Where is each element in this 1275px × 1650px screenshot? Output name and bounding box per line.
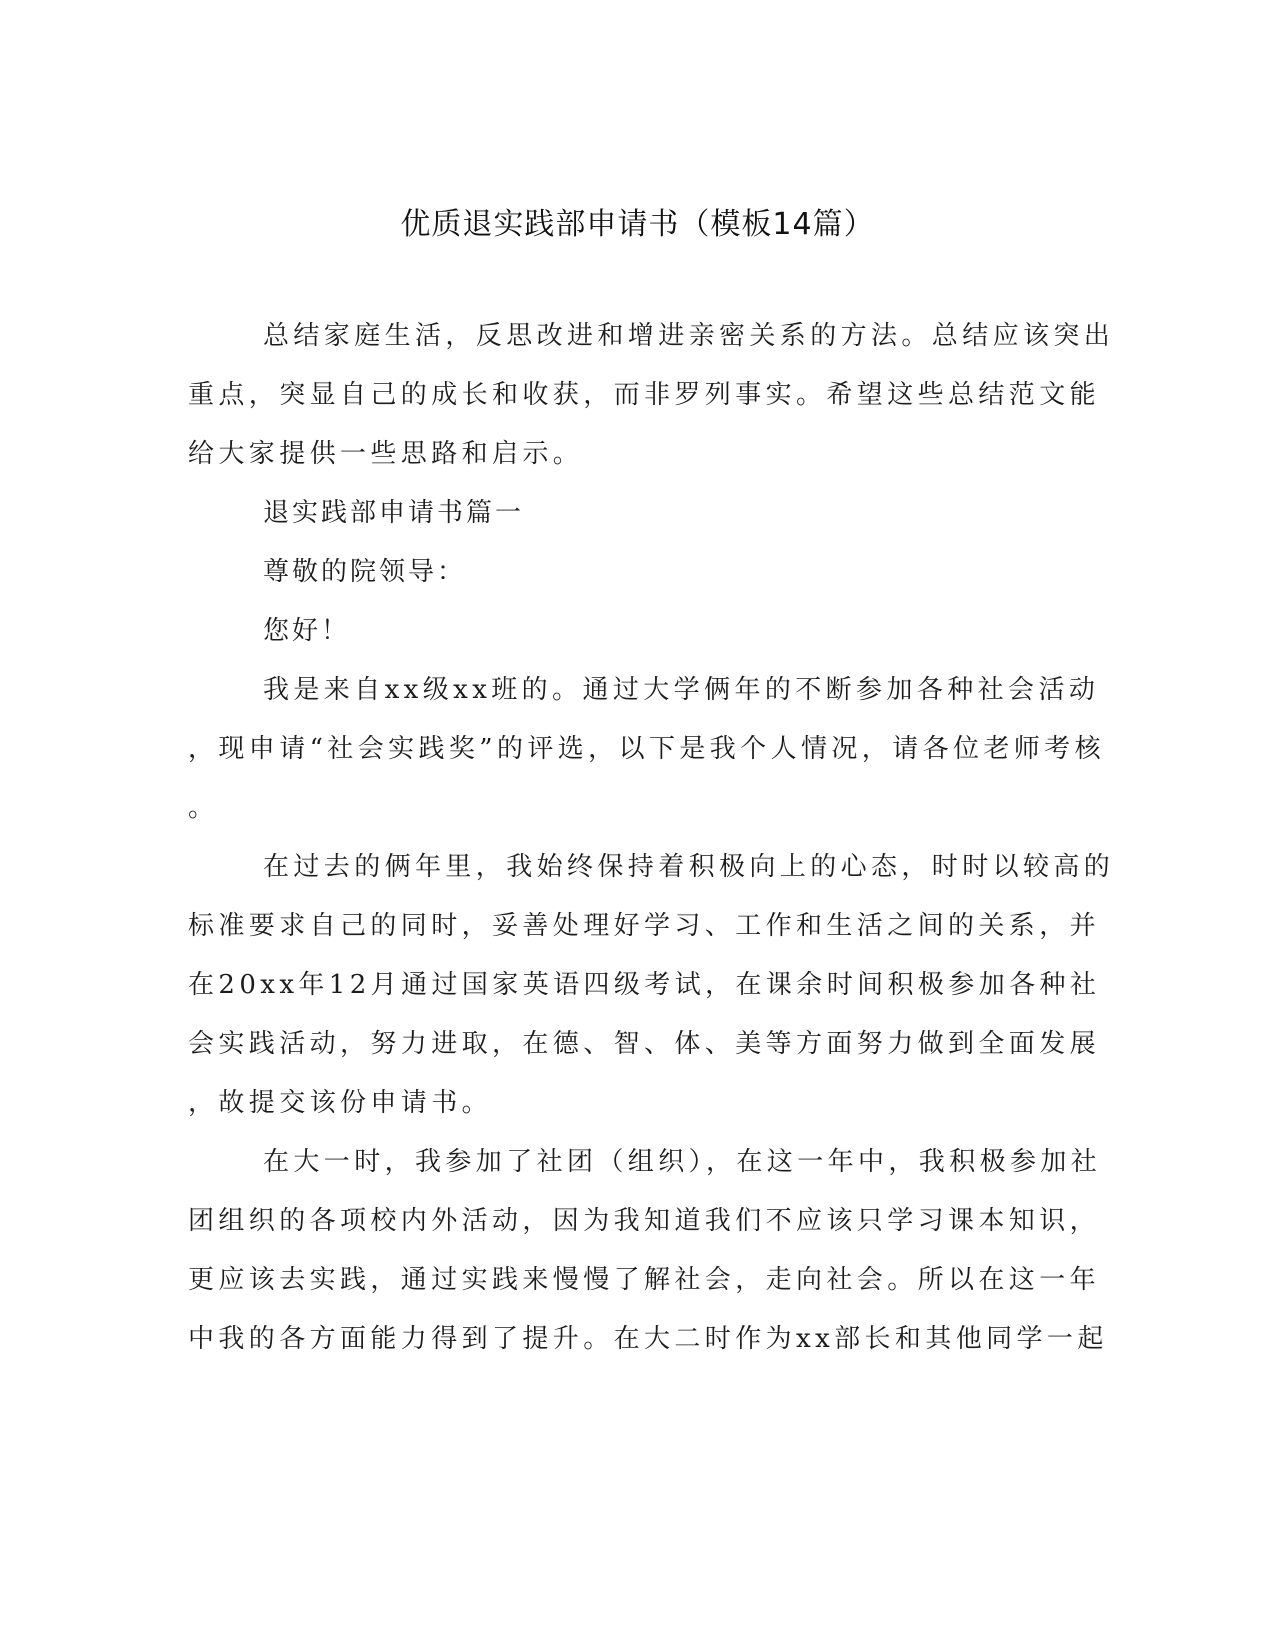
paragraph-line: 中我的各方面能力得到了提升。在大二时作为xx部长和其他同学一起 [188,1324,1108,1354]
paragraph-line: 团组织的各项校内外活动，因为我知道我们不应该只学习课本知识， [188,1206,1101,1236]
paragraph-line: 总结家庭生活，反思改进和增进亲密关系的方法。总结应该突出 [263,321,1115,351]
paragraph-line: ，现申请“社会实践奖”的评选，以下是我个人情况，请各位老师考核 [188,734,1105,764]
paragraph-line: 在大一时，我参加了社团（组织），在这一年中，我积极参加社 [263,1147,1102,1177]
salutation: 尊敬的院领导： [263,557,467,587]
paragraph-line: 在20xx年12月通过国家英语四级考试，在课余时间积极参加各种社 [188,970,1101,1000]
paragraph-line: 更应该去实践，通过实践来慢慢了解社会，走向社会。所以在这一年 [188,1265,1101,1295]
paragraph-line: 标准要求自己的同时，妥善处理好学习、工作和生活之间的关系，并 [188,911,1101,941]
paragraph-line: 。 [188,793,219,823]
paragraph-line: 我是来自xx级xx班的。通过大学俩年的不断参加各种社会活动 [263,675,1100,705]
paragraph-line: 给大家提供一些思路和启示。 [188,439,584,469]
greeting: 您好！ [263,616,351,646]
paragraph-line: 会实践活动，努力进取，在德、智、体、美等方面努力做到全面发展 [188,1029,1101,1059]
section-heading: 退实践部申请书篇一 [263,498,525,528]
paragraph-line: 重点，突显自己的成长和收获，而非罗列事实。希望这些总结范文能 [188,380,1101,410]
document-title: 优质退实践部申请书（模板14篇） [400,207,875,242]
paragraph-line: ，故提交该份申请书。 [188,1088,493,1118]
paragraph-line: 在过去的俩年里，我始终保持着积极向上的心态，时时以较高的 [263,852,1115,882]
